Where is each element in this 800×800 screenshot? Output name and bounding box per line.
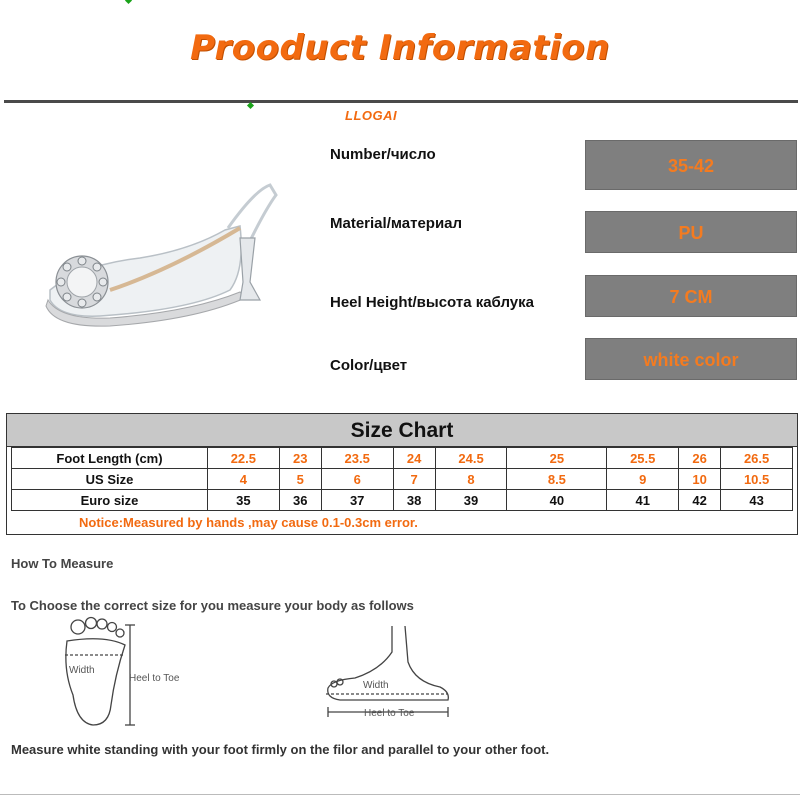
table-cell: 23.5 (321, 448, 393, 469)
spec-label-color: Color/цвет (330, 357, 408, 374)
size-chart (6, 413, 798, 535)
page-title: Prooduct Information (190, 28, 610, 68)
table-cell: 42 (679, 490, 721, 511)
table-cell: 23 (279, 448, 321, 469)
bottom-divider (0, 794, 800, 795)
table-cell: 43 (721, 490, 793, 511)
table-cell: 26 (679, 448, 721, 469)
table-cell: 40 (507, 490, 607, 511)
row-header: Foot Length (cm) (12, 448, 208, 469)
table-cell: 26.5 (721, 448, 793, 469)
table-cell: 35 (208, 490, 280, 511)
title-divider (4, 100, 798, 103)
row-header: US Size (12, 469, 208, 490)
spec-value-heel-height: 7 CM (585, 275, 797, 317)
heel-to-toe-label: Heel to Toe (129, 673, 180, 684)
table-cell: 37 (321, 490, 393, 511)
size-chart-table (11, 447, 793, 511)
table-cell: 9 (607, 469, 679, 490)
spec-value-number: 35-42 (585, 140, 797, 190)
table-row-us-size (12, 469, 793, 490)
table-cell: 7 (393, 469, 435, 490)
table-cell: 8 (435, 469, 507, 490)
side-width-label: Width (363, 680, 389, 691)
table-cell: 6 (321, 469, 393, 490)
decorative-mark (125, 0, 132, 4)
table-cell: 25 (507, 448, 607, 469)
table-cell: 39 (435, 490, 507, 511)
table-cell: 10 (679, 469, 721, 490)
table-cell: 36 (279, 490, 321, 511)
foot-top-view-diagram (45, 615, 245, 730)
spec-label-heel-height: Heel Height/высота каблука (330, 294, 534, 311)
table-cell: 38 (393, 490, 435, 511)
size-chart-notice: Notice:Measured by hands ,may cause 0.1-0.3cm error. (79, 515, 418, 530)
spec-value-material: PU (585, 211, 797, 253)
shoe-image (40, 150, 310, 330)
table-row-euro-size (12, 490, 793, 511)
measure-instruction: To Choose the correct size for you measure your body as follows (11, 598, 414, 613)
table-cell: 41 (607, 490, 679, 511)
measure-note: Measure white standing with your foot firmly on the filor and parallel to your other foot. (11, 742, 550, 757)
table-cell: 25.5 (607, 448, 679, 469)
table-cell: 4 (208, 469, 280, 490)
table-cell: 24 (393, 448, 435, 469)
row-header: Euro size (12, 490, 208, 511)
table-cell: 24.5 (435, 448, 507, 469)
table-cell: 10.5 (721, 469, 793, 490)
spec-label-material: Material/материал (330, 215, 463, 232)
brand-name: LLOGAI (345, 108, 398, 123)
table-cell: 22.5 (208, 448, 280, 469)
width-label: Width (69, 665, 95, 676)
table-row-foot-length (12, 448, 793, 469)
table-cell: 8.5 (507, 469, 607, 490)
side-heel-to-toe-label: Heel to Toe (364, 708, 415, 719)
how-to-measure-heading: How To Measure (11, 556, 114, 571)
decorative-mark (247, 102, 254, 109)
size-chart-title: Size Chart (7, 414, 797, 447)
spec-label-number: Number/число (330, 146, 436, 163)
table-cell: 5 (279, 469, 321, 490)
foot-side-view-diagram (320, 622, 470, 722)
spec-value-color: white color (585, 338, 797, 380)
